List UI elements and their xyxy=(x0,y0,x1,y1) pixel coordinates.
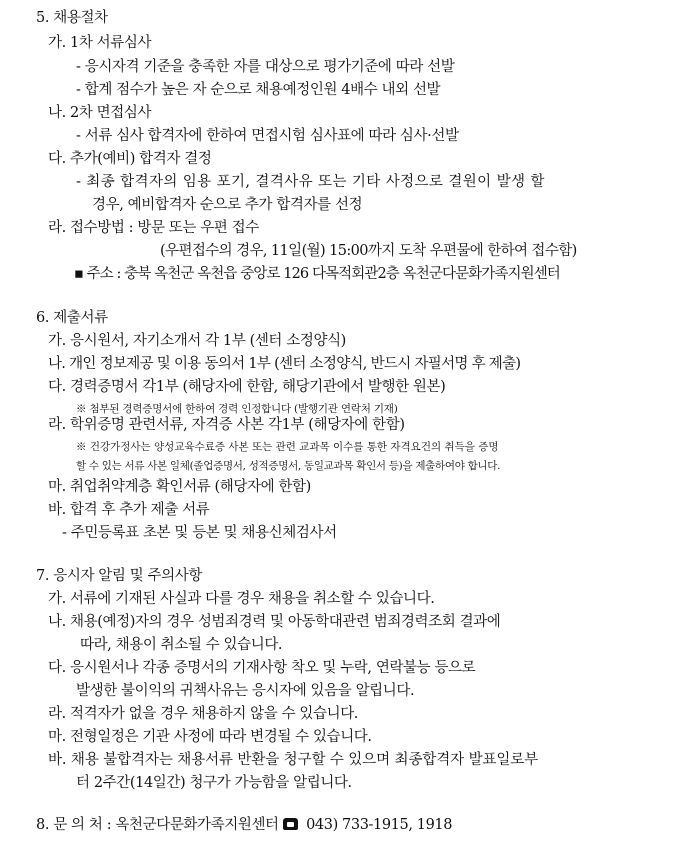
section-5d-title: 라. 접수방법 : 방문 또는 우편 접수 xyxy=(48,220,259,236)
section-5c-item-line-2: 경우, 예비합격자 순으로 추가 합격자를 선정 xyxy=(92,197,363,213)
section-7e: 마. 전형일정은 기관 사정에 따라 변경될 수 있습니다. xyxy=(48,729,372,745)
section-8-contact xyxy=(36,815,452,835)
section-6f: 바. 합격 후 추가 제출 서류 xyxy=(48,502,210,518)
section-7d: 라. 적격자가 없을 경우 채용하지 않을 수 있습니다. xyxy=(48,706,359,722)
section-6b: 나. 개인 정보제공 및 이용 동의서 1부 (센터 소정양식, 반드시 자필서명 후 제출) xyxy=(48,356,521,372)
section-5d-note: (우편접수의 경우, 11일(월) 15:00까지 도착 우편물에 한하여 접수함) xyxy=(160,243,577,259)
section-5c-title: 다. 추가(예비) 합격자 결정 xyxy=(48,151,212,167)
section-6-heading: 6. 제출서류 xyxy=(36,310,108,326)
section-5d-address: ▪ 주소 : 충북 옥천군 옥천읍 중앙로 126 다목적회관2층 옥천군다문화가족지원센터 xyxy=(74,266,560,282)
phone-icon xyxy=(283,818,298,830)
section-7a: 가. 서류에 기재된 사실과 다를 경우 채용을 취소할 수 있습니다. xyxy=(48,591,435,607)
section-6c: 다. 경력증명서 각1부 (해당자에 한함, 해당기관에서 발행한 원본) xyxy=(48,379,446,395)
contact-label: 8. 문 의 처 : 옥천군다문화가족지원센터 xyxy=(36,817,279,833)
section-7c-line-2: 발생한 불이익의 귀책사유는 응시자에 있음을 알립니다. xyxy=(76,683,415,699)
section-6f-item: - 주민등록표 초본 및 등본 및 채용신체검사서 xyxy=(62,525,337,541)
section-7b-line-1: 나. 채용(예정)자의 경우 성범죄경력 및 아동학대관련 범죄경력조회 결과에 xyxy=(48,614,501,630)
section-5b-item-1: - 서류 심사 합격자에 한하여 면접시험 심사표에 따라 심사·선발 xyxy=(76,128,459,144)
section-6a: 가. 응시원서, 자기소개서 각 1부 (센터 소정양식) xyxy=(48,333,346,349)
section-7b-line-2: 따라, 채용이 취소될 수 있습니다. xyxy=(80,637,283,653)
section-5a-item-2: - 합계 점수가 높은 자 순으로 채용예정인원 4배수 내외 선발 xyxy=(76,82,441,98)
section-5a-title: 가. 1차 서류심사 xyxy=(48,35,152,51)
section-6e: 마. 취업취약계층 확인서류 (해당자에 한함) xyxy=(48,479,311,495)
section-5-heading: 5. 채용절차 xyxy=(36,10,108,26)
section-5c-item-line-1: - 최종 합격자의 임용 포기, 결격사유 또는 기타 사정으로 결원이 발생 할 xyxy=(76,174,545,190)
section-5b-title: 나. 2차 면접심사 xyxy=(48,105,152,121)
section-6d-note-2: 할 수 있는 서류 사본 일체(졸업증명서, 성적증명서, 동일교과목 확인서 등)을 제출하여야 합니다. xyxy=(76,460,501,472)
section-6c-note: ※ 첨부된 경력증명서에 한하여 경력 인정합니다 (발행기관 연락처 기재) xyxy=(76,403,398,415)
section-7f-line-2: 터 2주간(14일간) 청구가 가능함을 알립니다. xyxy=(76,775,352,791)
section-7-heading: 7. 응시자 알림 및 주의사항 xyxy=(36,568,202,584)
section-7f-line-1: 바. 채용 불합격자는 채용서류 반환을 청구할 수 있으며 최종합격자 발표일로부 xyxy=(48,752,539,768)
section-5a-item-1: - 응시자격 기준을 충족한 자를 대상으로 평가기준에 따라 선발 xyxy=(76,59,455,75)
section-6d: 라. 학위증명 관련서류, 자격증 사본 각1부 (해당자에 한함) xyxy=(48,417,405,433)
section-7c-line-1: 다. 응시원서나 각종 증명서의 기재사항 착오 및 누락, 연락불능 등으로 xyxy=(48,660,476,676)
contact-phone: 043) 733-1915, 1918 xyxy=(306,817,453,833)
section-6d-note-1: ※ 건강가정사는 양성교육수료증 사본 또는 관련 교과목 이수를 통한 자격요건의 취득을 증명 xyxy=(76,441,499,453)
